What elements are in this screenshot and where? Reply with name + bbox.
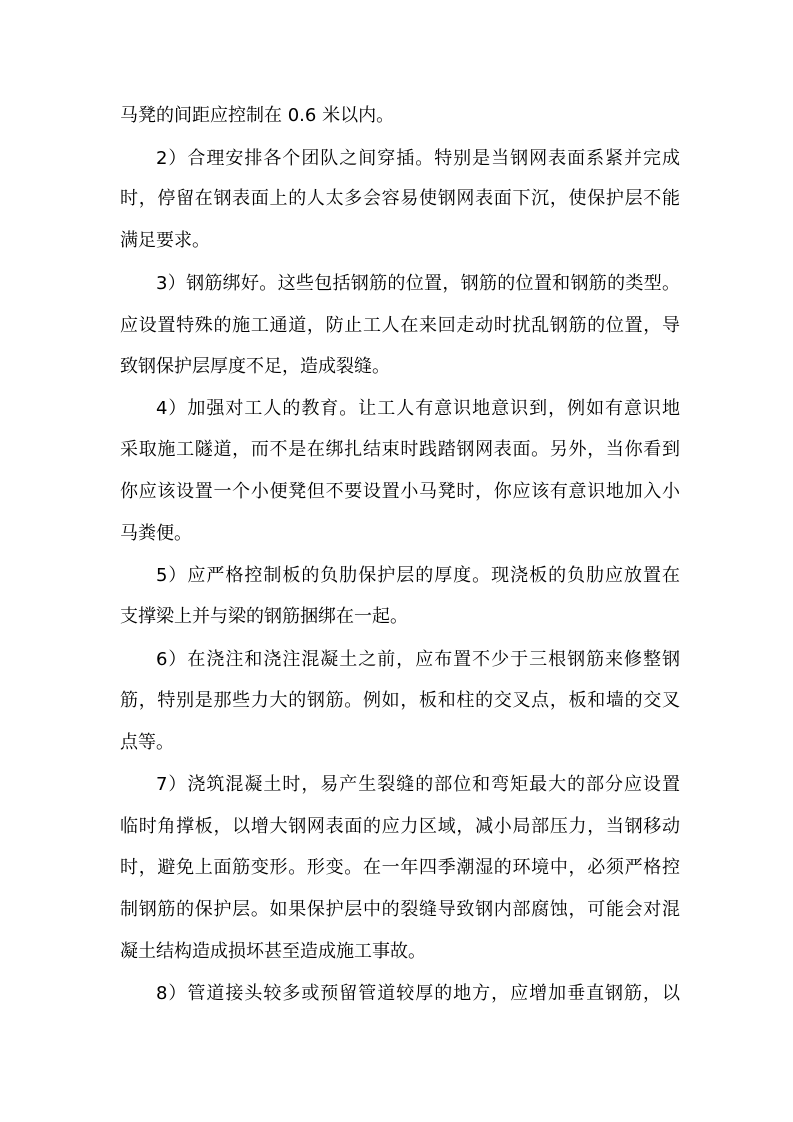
text-line: 6）在浇注和浇注混凝土之前，应布置不少于三根钢筋来修整钢: [156, 649, 680, 670]
text-line: 采取施工隧道，而不是在绑扎结束时践踏钢网表面。另外，当你看到: [120, 439, 680, 460]
text-line: 7）浇筑混凝土时，易产生裂缝的部位和弯矩最大的部分应设置: [156, 774, 680, 795]
text-line: 3）钢筋绑好。这些包括钢筋的位置，钢筋的位置和钢筋的类型。: [156, 273, 680, 294]
text-line: 制钢筋的保护层。如果保护层中的裂缝导致钢内部腐蚀，可能会对混: [120, 899, 680, 920]
text-line: 致钢保护层厚度不足，造成裂缝。: [120, 356, 390, 377]
text-line: 应设置特殊的施工通道，防止工人在来回走动时扰乱钢筋的位置，导: [120, 315, 680, 336]
text-line: 满足要求。: [120, 230, 210, 251]
text-line: 凝土结构造成损坏甚至造成施工事故。: [120, 941, 426, 962]
text-line: 4）加强对工人的教育。让工人有意识地意识到，例如有意识地: [156, 398, 680, 419]
text-line: 你应该设置一个小便凳但不要设置小马凳时，你应该有意识地加入小: [120, 481, 680, 502]
text-line: 5）应严格控制板的负肋保护层的厚度。现浇板的负肋应放置在: [156, 565, 680, 586]
text-line: 马凳的间距应控制在 0.6 米以内。: [120, 105, 395, 126]
text-line: 临时角撑板，以增大钢网表面的应力区域，减小局部压力，当钢移动: [120, 816, 680, 837]
text-line: 支撑梁上并与梁的钢筋捆绑在一起。: [120, 606, 408, 627]
text-line: 马粪便。: [120, 523, 192, 544]
text-line: 时，停留在钢表面上的人太多会容易使钢网表面下沉，使保护层不能: [120, 188, 680, 209]
text-line: 时，避免上面筋变形。形变。在一年四季潮湿的环境中，必须严格控: [120, 857, 680, 878]
text-line: 筋，特别是那些力大的钢筋。例如，板和柱的交叉点，板和墙的交叉: [120, 690, 680, 711]
text-line: 点等。: [120, 732, 174, 753]
text-line: 8）管道接头较多或预留管道较厚的地方，应增加垂直钢筋，以: [156, 983, 680, 1004]
text-line: 2）合理安排各个团队之间穿插。特别是当钢网表面系紧并完成: [156, 148, 680, 169]
